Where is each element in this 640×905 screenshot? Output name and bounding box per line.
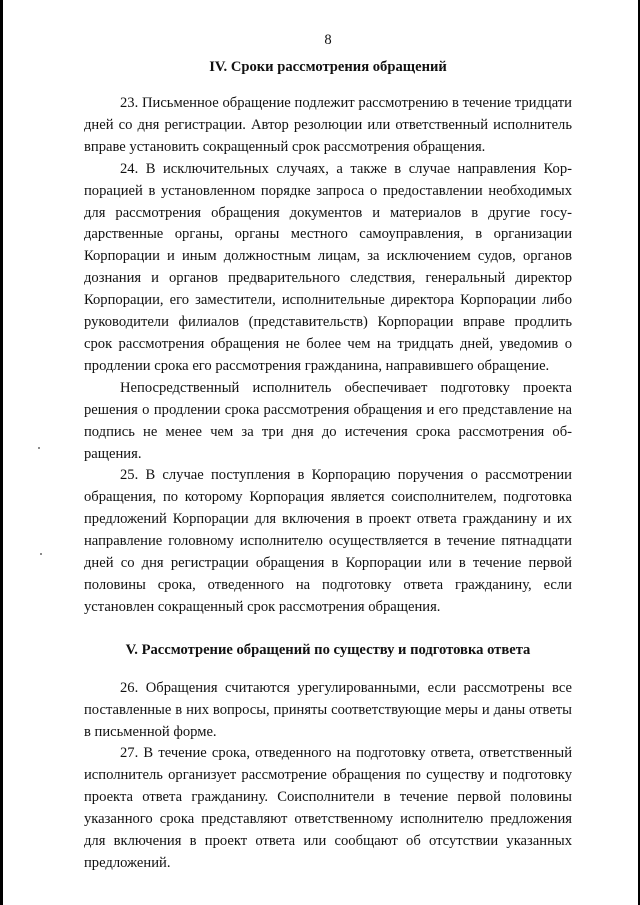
paragraph-25: 25. В случае поступления в Корпорацию поручения о рассмотрении обращения, по которому Корпорация является соисполнителем, подготовка предложений Корпорации для включения в проект ответа гражданину и их направление головному исполнителю осуществляется в течение пятнадцати дней со дня регистрации обращения в Корпорации или в течение первой половины срока, отведенного на подготовку ответа гражданину, если установлен сокращенный срок рассмотрения обращения. xyxy=(84,467,572,615)
paragraph-27: 27. В течение срока, отведенного на подготовку ответа, ответственный исполнитель организует рассмотрение обращения по существу и подготовку проекта ответа гражданину. Соисполнители в течение первой половины указанного срока представляют ответственному исполнителю предложения для включения в проект ответа или сообщают об отсутствии указанных предложений. xyxy=(84,745,572,871)
section-heading-iv: IV. Сроки рассмотрения обращений xyxy=(209,59,447,75)
page-number: 8 xyxy=(324,32,332,48)
paragraph-24: 24. В исключительных случаях, а также в случае направления Корпорацией в установленном порядке запроса о предоставлении необходимых для рассмотрения обращения документов и материалов в другие государственные органы, органы местного самоуправления, в организации Корпорации и иным должностным лицам, за исключением судов, органов дознания и органов предварительного следствия, генеральный директор Корпорации, его заместители, исполнительные директора Корпорации либо руководители филиалов (представительств) Корпорации вправе продлить срок рассмотрения обращения не более чем на тридцать дней, уведомив о продлении срока его рассмотрения гражданина, направившего обращение. xyxy=(84,160,572,374)
paragraph-26: 26. Обращения считаются урегулированными, если рассмотрены все поставленные в них вопросы, приняты соответствующие меры и даны ответы в письменной форме. xyxy=(84,679,572,740)
paragraph-23: 23. Письменное обращение подлежит рассмотрению в течение тридцати дней со дня регистрации. Автор резолюции или ответственный исполнитель вправе установить сокращенный срок рассмотрения обращения. xyxy=(84,95,572,155)
scan-speck xyxy=(38,447,40,449)
scan-speck xyxy=(40,553,42,555)
paragraph-24-continuation: Непосредственный исполнитель обеспечивает подготовку проекта решения о продлении срока рассмотрения обращения и его представление на подпись не менее чем за три дня до истечения срока рассмотрения обращения. xyxy=(84,379,572,462)
scan-edge-left xyxy=(0,0,3,905)
section-heading-v: V. Рассмотрение обращений по существу и подготовка ответа xyxy=(125,641,531,658)
section-v xyxy=(84,639,572,875)
section-iv xyxy=(84,56,572,619)
